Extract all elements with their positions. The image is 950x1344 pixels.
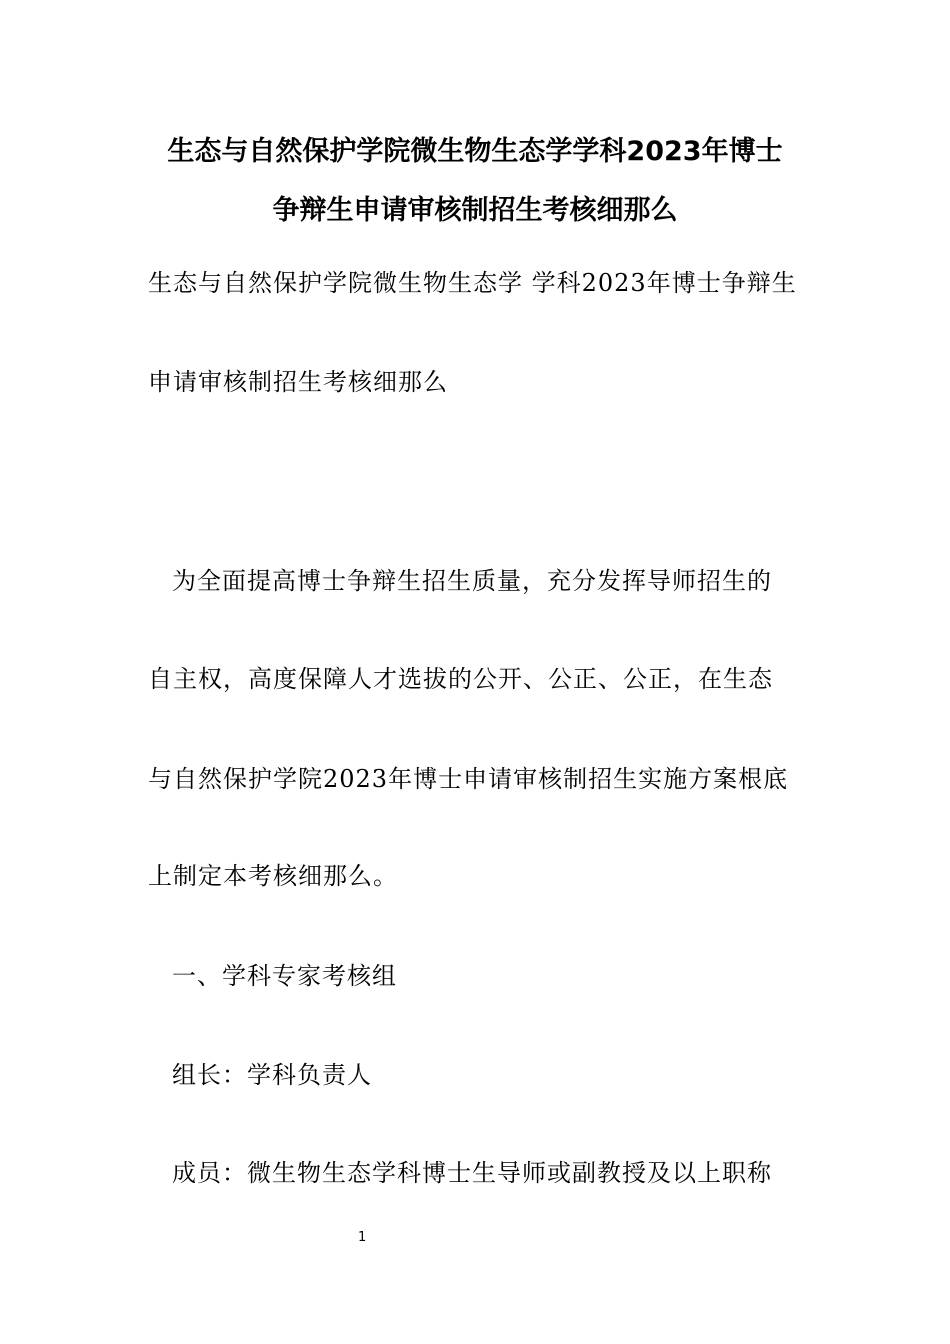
body-line-2: 自主权，高度保障人才选拔的公开、公正、公正，在生态 xyxy=(148,665,773,693)
document-title-line-1: 生态与自然保护学院微生物生态学学科2023年博士 xyxy=(167,136,783,167)
members-line: 成员：微生物生态学科博士生导师或副教授及以上职称 xyxy=(172,1159,772,1187)
body-line-4: 上制定本考核细那么。 xyxy=(148,862,398,890)
subtitle-line-2: 申请审核制招生考核细那么 xyxy=(148,368,448,396)
body-line-1: 为全面提高博士争辩生招生质量，充分发挥导师招生的 xyxy=(172,567,772,595)
leader-line: 组长：学科负责人 xyxy=(172,1061,372,1089)
section-heading: 一、学科专家考核组 xyxy=(172,962,397,990)
subtitle-line-1: 生态与自然保护学院微生物生态学 学科2023年博士争辩生 xyxy=(148,269,797,297)
page-number: 1 xyxy=(358,1230,367,1245)
body-line-3: 与自然保护学院2023年博士申请审核制招生实施方案根底 xyxy=(148,765,789,793)
document-title-line-2: 争辩生申请审核制招生考核细那么 xyxy=(272,195,678,226)
